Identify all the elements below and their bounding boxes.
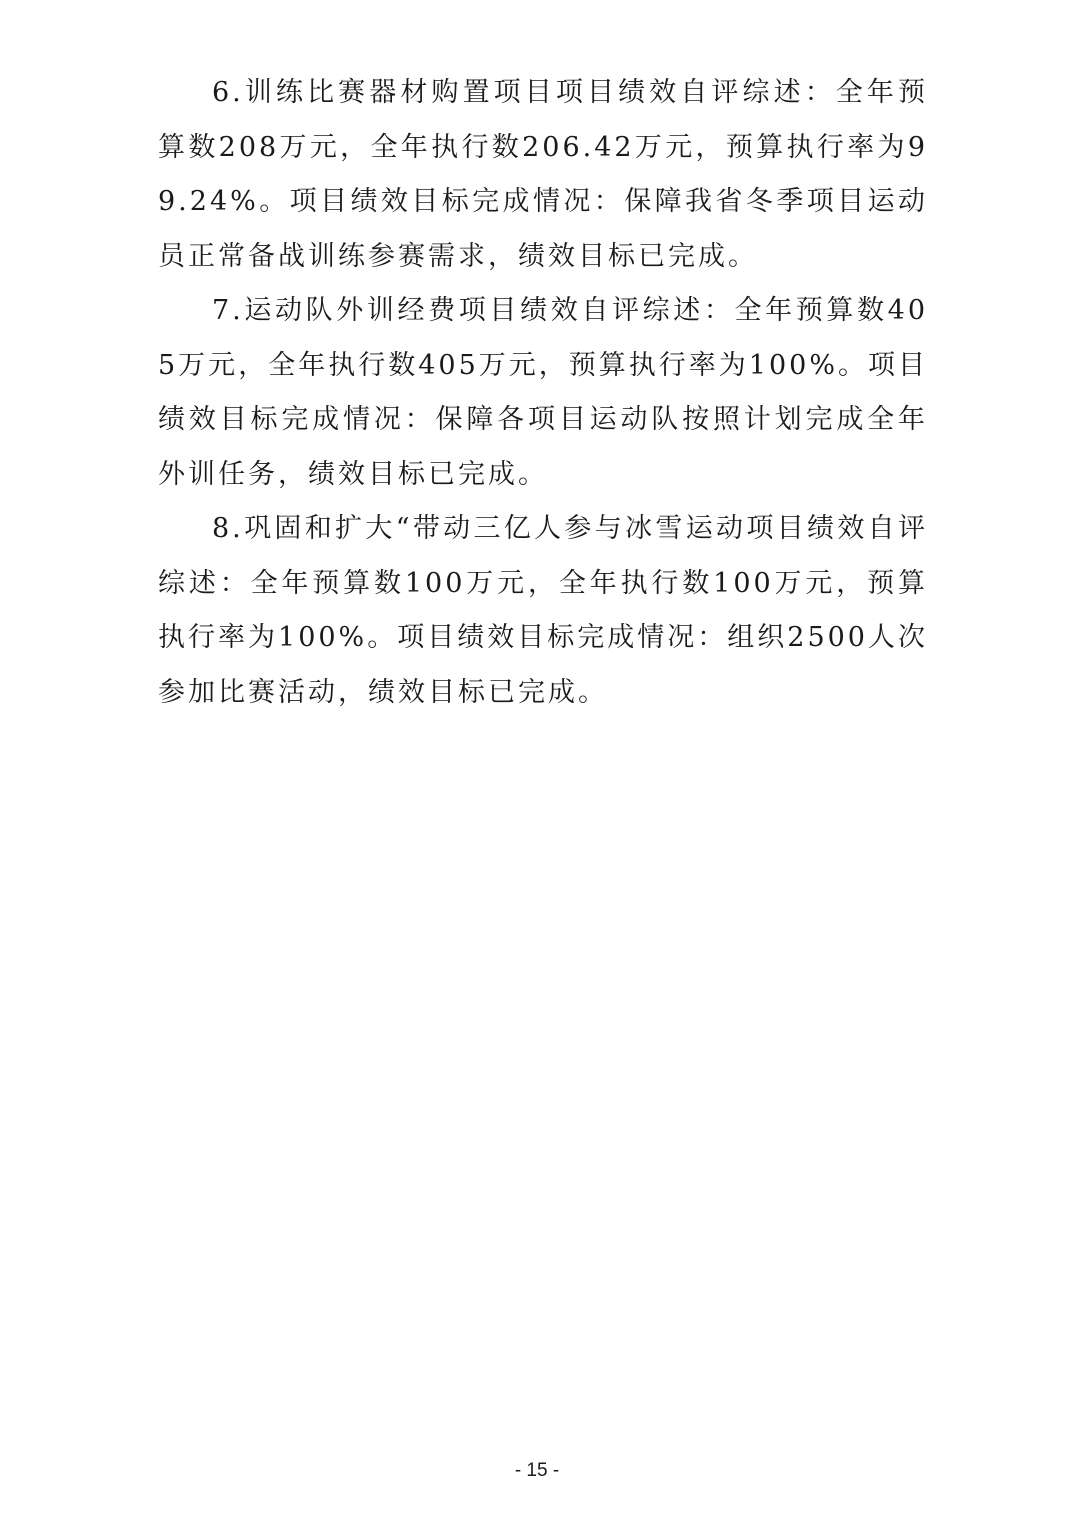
page-number: - 15 - [514, 1460, 560, 1481]
paragraph-item-6: 6.训练比赛器材购置项目项目绩效自评综述：全年预算数208万元，全年执行数206.42万元，预算执行率为99.24%。项目绩效目标完成情况：保障我省冬季项目运动员正常备战训练参赛需求，绩效目标已完成。 [158, 77, 928, 272]
paragraph-item-7: 7.运动队外训经费项目绩效自评综述：全年预算数405万元，全年执行数405万元，预算执行率为100%。项目绩效目标完成情况：保障各项目运动队按照计划完成全年外训任务，绩效目标已完成。 [158, 295, 928, 490]
document-body [158, 66, 928, 720]
paragraph-item-8: 8.巩固和扩大“带动三亿人参与冰雪运动项目绩效自评综述：全年预算数100万元，全年执行数100万元，预算执行率为100%。项目绩效目标完成情况：组织2500人次参加比赛活动，绩效目标已完成。 [158, 513, 928, 708]
